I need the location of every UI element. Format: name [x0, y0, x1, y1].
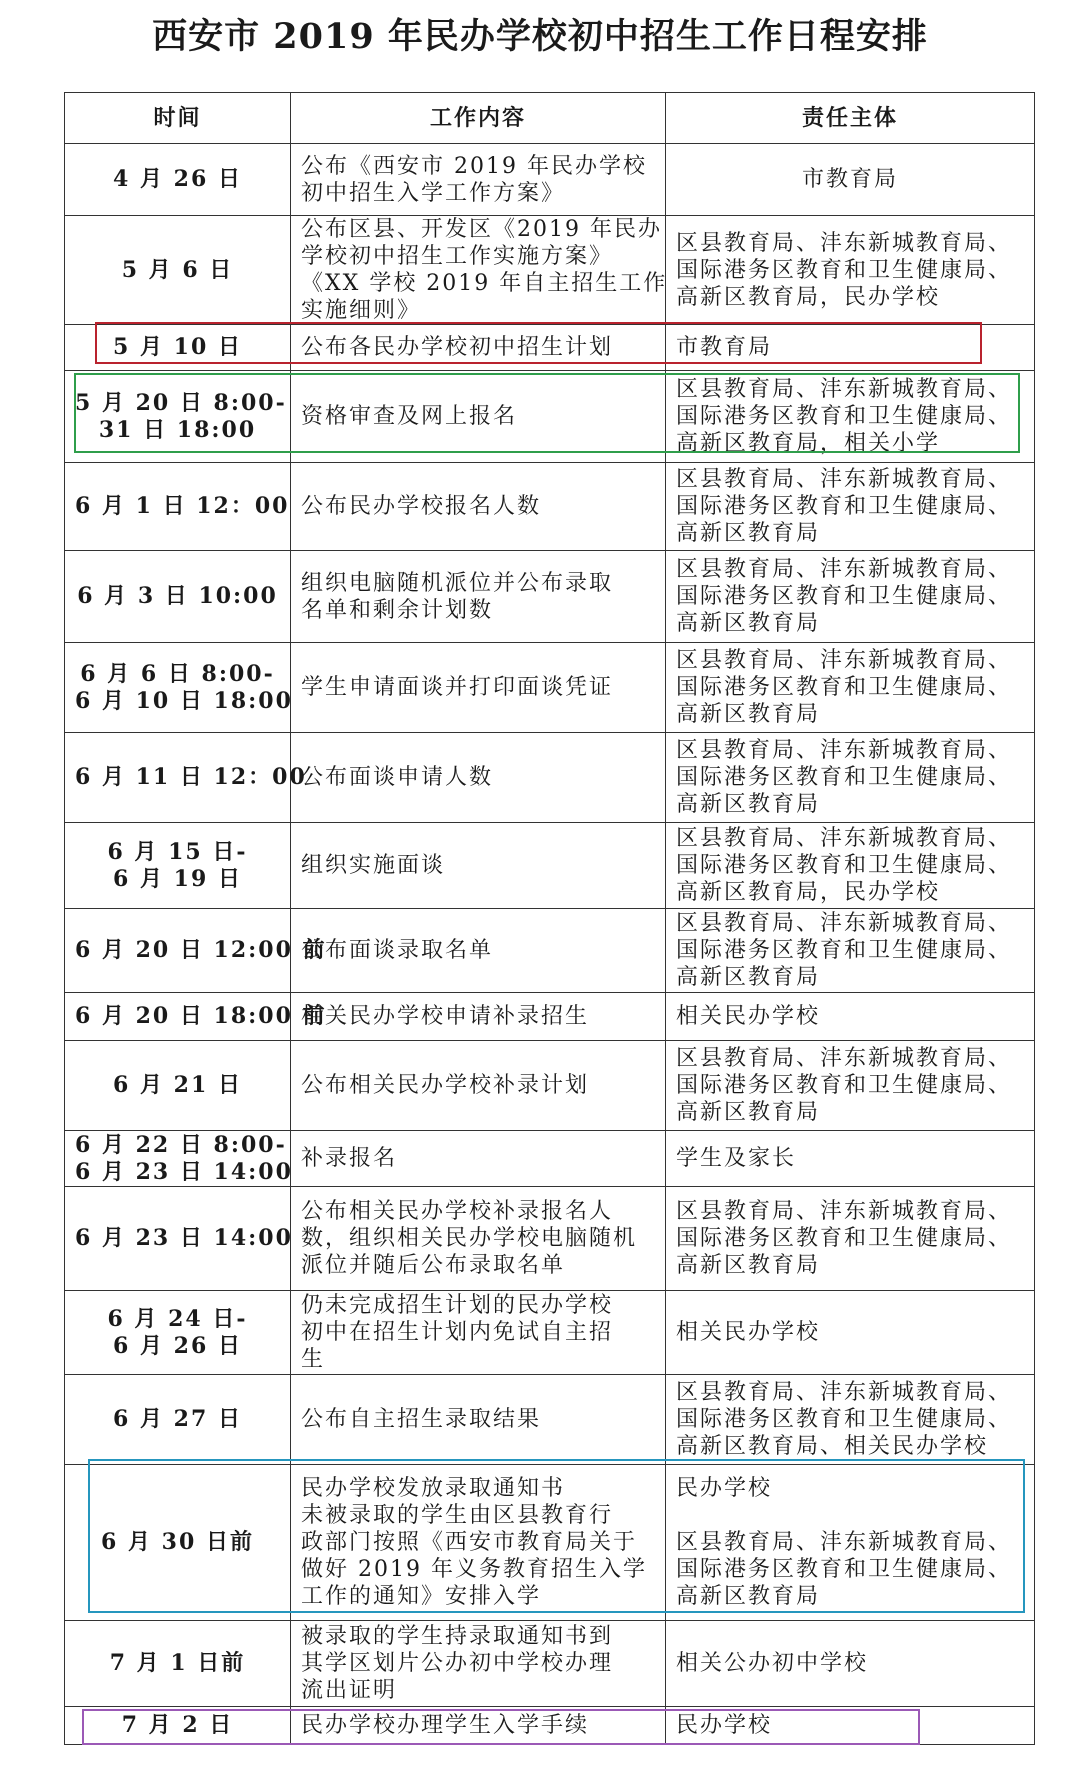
cell-line: 名单和剩余计划数	[301, 597, 494, 623]
cell-line: 未被录取的学生由区县教育行	[301, 1503, 614, 1528]
table-row	[65, 371, 1035, 463]
cell-line: 公布面谈申请人数	[301, 765, 494, 790]
cell-line: 7 月 1 日前	[109, 1650, 246, 1676]
cell-time	[65, 1375, 291, 1465]
table-row	[65, 551, 1035, 643]
cell-line: 高新区教育局，民办学校	[676, 880, 941, 905]
cell-line: 6 月 21 日	[113, 1072, 242, 1098]
cell-line: 公布《西安市 2019 年民办学校	[301, 153, 647, 179]
cell-responsible	[666, 643, 1035, 733]
table-row	[65, 1707, 1035, 1745]
cell-line: 相关公办初中学校	[676, 1651, 869, 1676]
cell-content	[291, 1707, 666, 1745]
table-row	[65, 643, 1035, 733]
cell-line: 补录报名	[301, 1146, 398, 1171]
cell-responsible	[666, 1621, 1035, 1707]
table-row	[65, 325, 1035, 371]
cell-line: 区县教育局、沣东新城教育局、	[676, 230, 1013, 256]
cell-line: 公布相关民办学校补录报名人	[301, 1199, 614, 1224]
cell-line: 6 月 3 日 10:00	[77, 583, 278, 609]
cell-line: 相关民办学校申请补录招生	[301, 1004, 590, 1029]
cell-line: 高新区教育局	[676, 1100, 821, 1125]
cell-responsible	[666, 216, 1035, 325]
cell-line: 区县教育局、沣东新城教育局、	[676, 1046, 1013, 1071]
cell-content	[291, 909, 666, 993]
cell-line: 高新区教育局	[676, 1253, 821, 1278]
cell-time	[65, 1621, 291, 1707]
cell-line: 其学区划片公办初中学校办理	[301, 1651, 614, 1676]
cell-line: 5 月 10 日	[113, 334, 242, 360]
table-row	[65, 909, 1035, 993]
cell-line: 国际港务区教育和卫生健康局、	[676, 584, 1013, 609]
cell-line: 民办学校	[676, 1713, 773, 1738]
cell-line: 工作的通知》安排入学	[301, 1584, 542, 1609]
cell-line: 公布相关民办学校补录计划	[301, 1073, 590, 1098]
cell-line: 区县教育局、沣东新城教育局、	[676, 1380, 1013, 1405]
cell-content	[291, 1291, 666, 1375]
cell-responsible	[666, 371, 1035, 463]
cell-line: 公布各民办学校初中招生计划	[301, 335, 614, 360]
cell-time	[65, 909, 327, 993]
table-row	[65, 1465, 1035, 1621]
cell-line: 国际港务区教育和卫生健康局、	[676, 853, 1013, 878]
cell-line: 民办学校	[676, 1476, 773, 1501]
cell-line: 公布面谈录取名单	[301, 938, 494, 963]
cell-line: 相关民办学校	[676, 1320, 821, 1345]
cell-time	[65, 144, 291, 216]
cell-time	[65, 325, 291, 371]
cell-line: 国际港务区教育和卫生健康局、	[676, 404, 1013, 429]
table-row	[65, 993, 1035, 1041]
cell-time	[65, 733, 307, 823]
cell-content	[291, 993, 666, 1041]
cell-line: 高新区教育局	[676, 611, 821, 636]
header-time: 时间	[65, 93, 291, 144]
cell-responsible	[666, 909, 1035, 993]
cell-line: 国际港务区教育和卫生健康局、	[676, 675, 1013, 700]
cell-time	[65, 823, 291, 909]
table-row	[65, 463, 1035, 551]
cell-responsible	[666, 1707, 1035, 1745]
cell-line: 国际港务区教育和卫生健康局、	[676, 938, 1013, 963]
cell-responsible	[666, 551, 1035, 643]
cell-line: 公布自主招生录取结果	[301, 1407, 542, 1432]
cell-line: 政部门按照《西安市教育局关于	[301, 1530, 638, 1555]
table-header-row	[65, 93, 1035, 144]
cell-responsible	[666, 1375, 1035, 1465]
cell-time	[65, 643, 291, 733]
cell-line: 市教育局	[676, 335, 773, 360]
cell-line: 国际港务区教育和卫生健康局、	[676, 1226, 1013, 1251]
cell-line: 区县教育局、沣东新城教育局、	[676, 557, 1013, 582]
cell-line: 高新区教育局，民办学校	[676, 284, 941, 310]
cell-line: 高新区教育局	[676, 965, 821, 990]
cell-line: 区县教育局、沣东新城教育局、	[676, 1530, 1013, 1555]
cell-content	[291, 1041, 666, 1131]
cell-line: 学校初中招生工作实施方案》	[301, 244, 614, 269]
cell-content	[291, 1131, 666, 1187]
table-row	[65, 1621, 1035, 1707]
cell-line: 国际港务区教育和卫生健康局、	[676, 257, 1013, 283]
cell-line: 31 日 18:00	[98, 416, 257, 443]
cell-responsible	[666, 1465, 1035, 1621]
cell-responsible	[666, 1041, 1035, 1131]
cell-line: 6 月 30 日前	[101, 1529, 254, 1555]
cell-line: 初中在招生计划内免试自主招	[301, 1320, 614, 1345]
cell-content	[291, 1621, 666, 1707]
cell-content	[291, 325, 666, 371]
cell-line: 区县教育局、沣东新城教育局、	[676, 911, 1013, 936]
table-row	[65, 144, 1035, 216]
cell-line: 初中招生入学工作方案》	[301, 180, 566, 206]
cell-line: 相关民办学校	[676, 1004, 821, 1029]
cell-line: 高新区教育局	[676, 702, 821, 727]
schedule-table	[64, 92, 1035, 1745]
cell-line: 做好 2019 年义务教育招生入学	[301, 1557, 647, 1582]
cell-responsible	[666, 144, 1035, 216]
cell-line: 派位并随后公布录取名单	[301, 1253, 566, 1278]
cell-line: 区县教育局、沣东新城教育局、	[676, 467, 1013, 492]
cell-content	[291, 1375, 666, 1465]
table-row	[65, 733, 1035, 823]
cell-line: 数，组织相关民办学校电脑随机	[301, 1226, 638, 1251]
cell-line: 仍未完成招生计划的民办学校	[301, 1293, 614, 1318]
cell-line: 6 月 23 日 14:00	[75, 1158, 293, 1185]
cell-time	[65, 1291, 291, 1375]
cell-content	[291, 1187, 666, 1291]
cell-line: 区县教育局、沣东新城教育局、	[676, 1199, 1013, 1224]
cell-line: 高新区教育局	[676, 792, 821, 817]
table-row	[65, 1375, 1035, 1465]
cell-line: 国际港务区教育和卫生健康局、	[676, 1407, 1013, 1432]
cell-line: 资格审查及网上报名	[301, 404, 518, 429]
table-row	[65, 1291, 1035, 1375]
cell-time	[65, 1187, 291, 1291]
cell-line: 民办学校发放录取通知书	[301, 1476, 566, 1501]
cell-line: 组织电脑随机派位并公布录取	[301, 570, 614, 596]
cell-line: 高新区教育局、相关民办学校	[676, 1434, 989, 1459]
cell-line: 区县教育局、沣东新城教育局、	[676, 738, 1013, 763]
cell-content	[291, 216, 666, 325]
cell-line: 6 月 23 日 14:00	[75, 1225, 293, 1251]
cell-line: 6 月 26 日	[113, 1332, 242, 1359]
cell-line: 高新区教育局	[676, 521, 821, 546]
cell-line: 6 月 15 日-	[107, 838, 248, 865]
cell-line: 高新区教育局，相关小学	[676, 431, 941, 456]
cell-content	[291, 144, 666, 216]
cell-line: 4 月 26 日	[113, 166, 242, 192]
cell-line: 区县教育局、沣东新城教育局、	[676, 377, 1013, 402]
cell-line: 高新区教育局	[676, 1584, 821, 1609]
cell-time	[65, 216, 291, 325]
cell-line: 6 月 27 日	[113, 1406, 242, 1432]
cell-line: 6 月 20 日 12:00 前	[75, 937, 327, 963]
table-row	[65, 1187, 1035, 1291]
cell-content	[291, 823, 666, 909]
cell-line: 6 月 10 日 18:00	[75, 687, 293, 714]
cell-line: 生	[301, 1347, 326, 1372]
cell-time	[65, 1707, 291, 1745]
cell-line: 6 月 20 日 18:00 前	[75, 1003, 327, 1029]
cell-line	[676, 1502, 1024, 1529]
cell-line: 学生申请面谈并打印面谈凭证	[301, 675, 614, 700]
page-title: 西安市 2019 年民办学校初中招生工作日程安排	[152, 16, 928, 57]
cell-line: 组织实施面谈	[301, 853, 446, 878]
cell-line: 7 月 2 日	[121, 1712, 234, 1738]
cell-content	[291, 371, 666, 463]
cell-content	[291, 463, 666, 551]
table-row	[65, 1041, 1035, 1131]
cell-time	[65, 1041, 291, 1131]
cell-responsible	[666, 325, 1035, 371]
cell-line: 学生及家长	[676, 1146, 797, 1171]
cell-line: 《XX 学校 2019 年自主招生工作	[301, 271, 668, 296]
cell-time	[65, 1131, 291, 1187]
cell-line: 6 月 6 日 8:00-	[80, 660, 275, 687]
table-row	[65, 823, 1035, 909]
cell-responsible	[666, 1131, 1035, 1187]
cell-content	[291, 1465, 666, 1621]
table-row	[65, 1131, 1035, 1187]
cell-line: 国际港务区教育和卫生健康局、	[676, 765, 1013, 790]
cell-time	[65, 463, 291, 551]
cell-line: 区县教育局、沣东新城教育局、	[676, 648, 1013, 673]
header-responsible: 责任主体	[666, 93, 1035, 144]
cell-line: 国际港务区教育和卫生健康局、	[676, 1557, 1013, 1582]
cell-responsible	[666, 823, 1035, 909]
cell-time	[65, 993, 327, 1041]
cell-line: 被录取的学生持录取通知书到	[301, 1624, 614, 1649]
cell-responsible	[666, 733, 1035, 823]
cell-line: 6 月 11 日 12：00	[75, 764, 307, 790]
cell-responsible	[666, 463, 1035, 551]
cell-line: 国际港务区教育和卫生健康局、	[676, 1073, 1013, 1098]
cell-responsible	[666, 993, 1035, 1041]
cell-line: 6 月 22 日 8:00-	[75, 1131, 287, 1158]
cell-line: 6 月 19 日	[113, 865, 242, 892]
cell-line: 5 月 20 日 8:00-	[75, 389, 287, 416]
cell-time	[65, 371, 291, 463]
cell-content	[291, 733, 666, 823]
cell-responsible	[666, 1291, 1035, 1375]
cell-time	[65, 551, 291, 643]
cell-line: 公布民办学校报名人数	[301, 494, 542, 519]
cell-content	[291, 551, 666, 643]
cell-line: 区县教育局、沣东新城教育局、	[676, 826, 1013, 851]
cell-line: 流出证明	[301, 1678, 398, 1703]
cell-line: 5 月 6 日	[121, 256, 234, 283]
header-content: 工作内容	[291, 93, 666, 144]
cell-line: 市教育局	[801, 167, 898, 192]
cell-line: 6 月 1 日 12：00	[75, 493, 290, 519]
cell-line: 国际港务区教育和卫生健康局、	[676, 494, 1013, 519]
cell-time	[65, 1465, 291, 1621]
cell-responsible	[666, 1187, 1035, 1291]
cell-line: 民办学校办理学生入学手续	[301, 1713, 590, 1738]
cell-content	[291, 643, 666, 733]
table-row	[65, 216, 1035, 325]
schedule-body	[65, 144, 1035, 1745]
cell-line: 公布区县、开发区《2019 年民办	[301, 217, 662, 242]
cell-line: 6 月 24 日-	[107, 1305, 248, 1332]
cell-line: 实施细则》	[301, 298, 422, 323]
